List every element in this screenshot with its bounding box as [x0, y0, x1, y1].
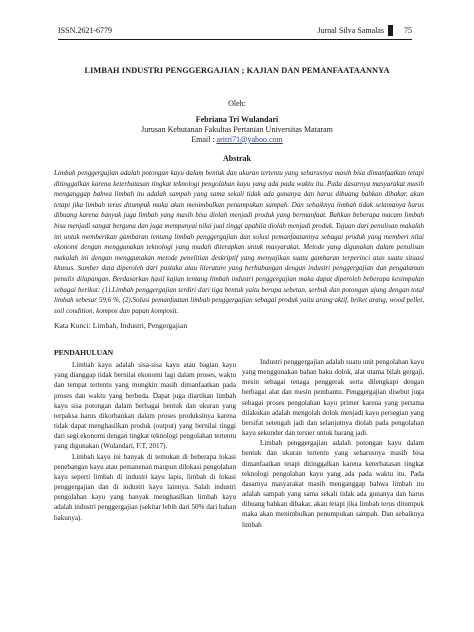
issn-label: ISSN.2621-6779 — [58, 26, 113, 35]
journal-name: Jurnal Silva Samalas — [317, 26, 384, 35]
header-separator-bar — [388, 25, 393, 36]
right-column — [242, 357, 424, 530]
author-name: Febriana Tri Wulandari — [195, 115, 279, 124]
keywords: Kata Kunci: Limbah, Industri, Pengergajian — [54, 321, 188, 330]
abstract-heading: Abstrak — [222, 154, 251, 163]
section-heading: PENDAHULUAN — [54, 348, 114, 357]
left-column — [54, 348, 236, 523]
paragraph: Industri penggergajian adalah suatu unit pengolahan kayu yang menggunakan bahan baku dolok, alat utama bilah gergaji, mesin sebagai tenaga penggerak serta dilengkapi dengan berbagai alat dan mesin pembantu. Penggergajian disebut juga sebagai proses pengolahan kayu primer karena yang pertama dilakukan adalah mengolah dolok menjadi kayu persegian yang bersifat setengah jadi dan selanjutnya diolah pada pengolahan kayu sekunder dan tersier untuk barang jadi. — [242, 358, 424, 438]
paper-title: LIMBAH INDUSTRI PENGGERGAJIAN ; KAJIAN DAN PEMANFAATAANNYA — [84, 66, 390, 75]
by-label: Oleh: — [228, 99, 246, 108]
author-affiliation: Jurusan Kehutanan Fakultas Pertanian Universitas Mataram — [141, 125, 333, 134]
paragraph: Limbah kayu ini banyak di temukan di beberapa lokasi penebangan kayu atau pemanenan maupun dilokasi pengolahan kayu seperti limbah di industri kayu lapis, limbah di lokasi penggergajian dan di industri kayu lainnya. Salah industri pengolahan kayu yang banyak menghasilkan limbah kayu adalah industri penggergajian (sekitar lebih dari 50% dari bahan bakunya). — [54, 452, 236, 522]
email-link[interactable]: aritri71@yahoo.com — [216, 135, 283, 144]
author-email — [0, 135, 474, 144]
header-rule — [58, 39, 412, 40]
paragraph: Limbah penggergajian adalah potongan kayu dalam bentuk dan ukuran tertentu yang seharusnya masih bisa dimanfaatkan tetapi ditinggalkan karena keterbatasan tingkat teknologi pengolahan kayu yang ada pada waktu itu. Pada dasarnya masyarakat masih menganggap bahwa limbah itu adalah sampah yang sama sekali tidak ada gunanya dan harus dibuang bahkan dibakar, akan tetapi jika limbah terus ditumpuk maka akan menimbulkan penumpukan sampah. Dan sebaiknya limbah — [242, 439, 424, 529]
page-number: 75 — [404, 26, 412, 35]
abstract-text: Limbah penggergajian adalah potongan kayu dalam bentuk dan ukuran tertentu yang seharusnya masih bisa dimanfaatkan tetapi ditinggalkan karena keterbatasan tingkat teknologi pengolahan kayu yang ada pada waktu itu. Pada dasarnya masyarakat masih menganggap bahwa limbah itu adalah sampah yang sama sekali tidak ada gunanya dan harus dibuang bahkan dibakar, akan tetapi jika limbah terus ditumpuk maka akan menimbulkan penumpukan sampah. Dan sebaiknya limbah tidak selamanya harus dibuang karena banyak juga limbah yang masih bisa diolah menjadi produk yang bermanfaat. Bahkan beberapa macam limbah bisa menjadi sangat berguna dan juga mempunyai nilai jual tinggi apabila diolah menjadi produk. Tujuan dari penulisan makalah ini untuk memberikan gambaran tentang limbah penggergajian dan solusi pemanfaatannya sebagai produk yang memberi nilai ekonomi dengan menggunakan teknologi yang mudah diterapkan untuk masyarakat. Metode yang digunakan dalam penulisan makalah ini dengan menggunakan metode penelitian deskriptif yang menyajikan suatu gambaran terperinci atas suatu situasi khusus. Sumber data diperoleh dari pustaka atau literature yang berhubungan dengan industri penggergajian dan pengalaman penulis dilapangan. Berdasarkan hasil kajian tentang limbah industri penggergajian maka dapat diperoleh beberapa kesimpulan sebagai berikut: (1).Limbah penggergajian terdiri dari tiga bentuk yaitu berupa sebetan, serbuk dan potongan ujung dengan total limbah sebesar 59,6 %, (2).Solusi pemanfaatan limbah penggergajian sebagai produk yaitu arang aktif, briket arang, wood pellet, soil condition, kompos dan papan komposit. — [54, 169, 424, 315]
paragraph: Limbah kayu adalah sisa-sisa kayu atau bagian kayu yang dianggap tidak bernilai ekonomi lagi dalam proses, waktu dan tempat tertentu yang mungkin masih dimanfaatkan pada proses dan waktu yang berbeda. Dapat juga diartikan limbah kayu sisa potongan dalam berbagai bentuk dan ukuran yang terpaksa harus dikorbankan dalam proses produksinya karena tidak dapat menghasilkan produk (output) yang bernilai tinggi dari segi ekonomi dengan tingkat teknologi pengolahan tertentu yang digunakan (Wulandari, F.T, 2017). — [54, 361, 236, 451]
page-header — [58, 24, 412, 38]
email-label: Email : — [191, 135, 215, 144]
